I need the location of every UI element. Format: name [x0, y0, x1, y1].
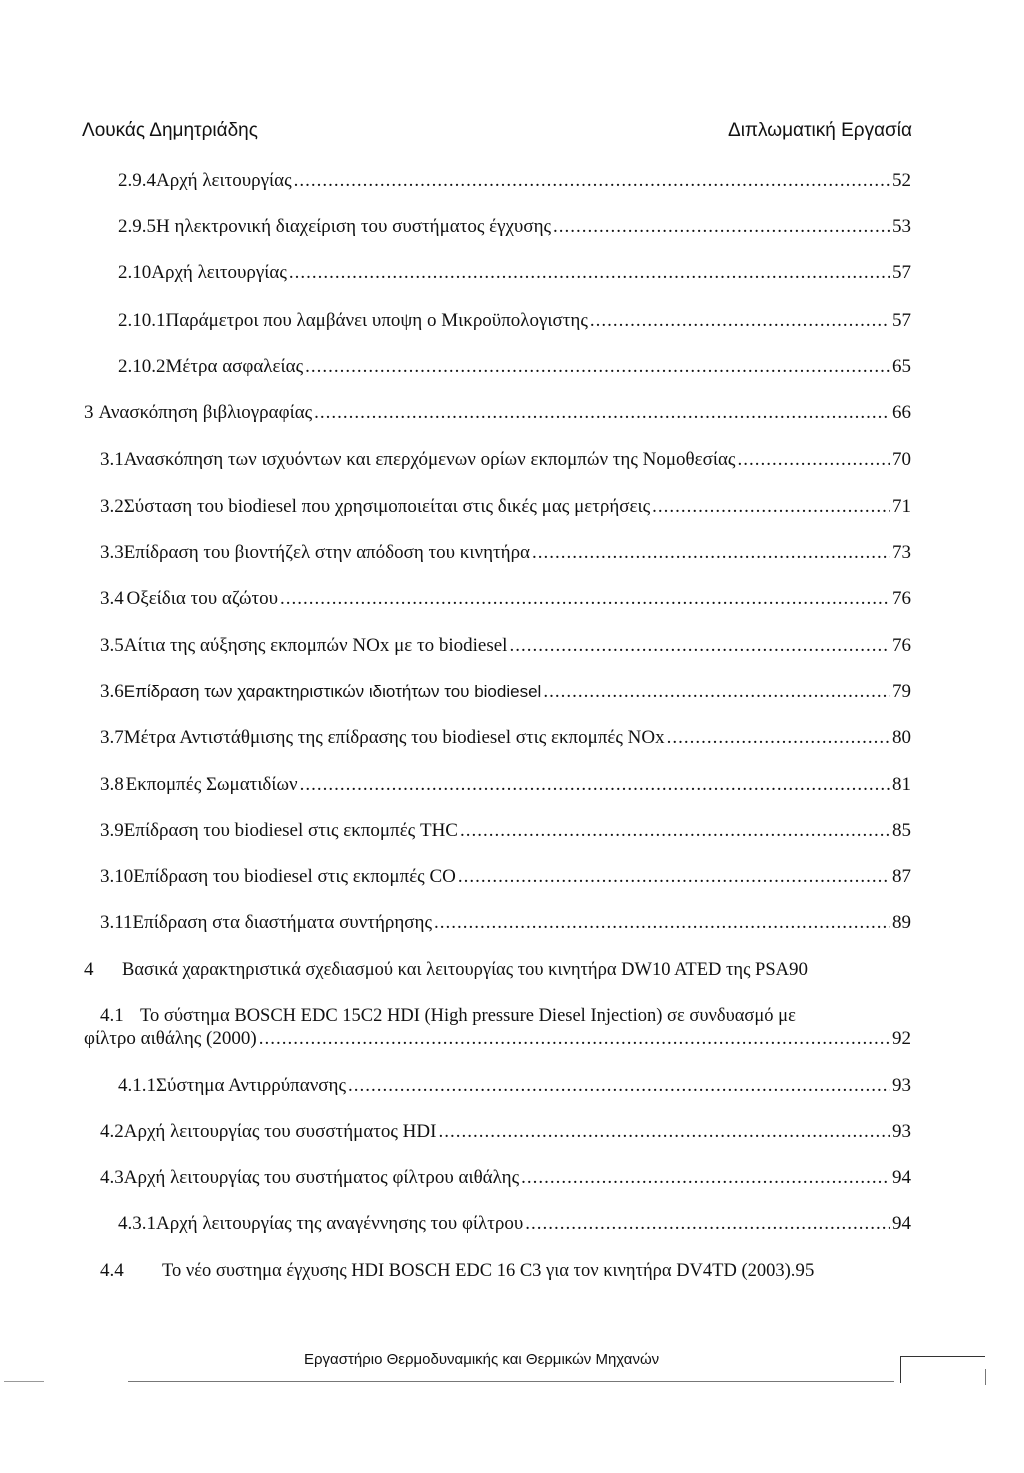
toc-leader-dots [434, 912, 890, 934]
toc-entry[interactable] [100, 542, 911, 568]
toc-entry-page: 76 [892, 635, 911, 656]
toc-entry-number: 3.10 [100, 866, 134, 887]
toc-entry-title: Σύστημα Αντιρρύπανσης [156, 1075, 346, 1096]
toc-entry-title: Ανασκόπηση των ισχυόντων και επερχόμενων ορίων εκπομπών της Νομοθεσίας [123, 449, 736, 470]
toc-entry-number: 4 [84, 959, 94, 980]
toc-entry-title: Αίτια της αύξησης εκπομπών NOx με το biodiesel [123, 635, 508, 656]
toc-entry-number: 3.11 [100, 912, 133, 933]
toc-entry-title: Το σύστημα BOSCH EDC 15C2 HDI (High pressure Diesel Injection) σε συνδυασμό με [140, 1006, 796, 1026]
toc-entry-page: 76 [892, 588, 911, 609]
toc-entry-number: 2.10 [118, 262, 152, 283]
toc-entry[interactable] [84, 402, 911, 428]
toc-entry[interactable] [118, 216, 911, 242]
toc-entry[interactable] [100, 912, 911, 938]
toc-entry-number: 3.8 [100, 774, 124, 795]
toc-entry[interactable] [100, 1260, 911, 1286]
toc-entry-number: 3.6 [100, 681, 124, 702]
toc-entry-title: Επίδραση των χαρακτηριστικών ιδιοτήτων του biodiesel [123, 682, 542, 701]
toc-entry[interactable] [100, 820, 911, 846]
toc-leader-dots [737, 449, 890, 471]
toc-entry[interactable] [118, 310, 911, 336]
toc-entry-page: 94 [892, 1167, 911, 1188]
toc-entry-title: Αρχή λειτουργίας της αναγέννησης του φίλτρου [156, 1213, 524, 1234]
toc-leader-dots [348, 1075, 890, 1097]
toc-entry-title: Μέτρα ασφαλείας [165, 356, 304, 377]
toc-entry-title: Αρχή λειτουργίας του συσστήματος HDI [123, 1121, 437, 1142]
toc-entry-page: 65 [892, 356, 911, 377]
toc-entry[interactable] [100, 681, 911, 707]
toc-entry-page: 52 [892, 170, 911, 191]
toc-entry-number: 3.7 [100, 727, 124, 748]
toc-entry-page: 93 [892, 1075, 911, 1096]
toc-leader-dots [289, 262, 890, 284]
toc-leader-dots [458, 866, 890, 888]
toc-entry-number: 4.2 [100, 1121, 124, 1142]
toc-entry-title: Αρχή λειτουργίας του συστήματος φίλτρου αιθάλης [123, 1167, 520, 1188]
toc-entry-title: Σύσταση του biodiesel που χρησιμοποιείται στις δικές μας μετρήσεις [123, 496, 651, 517]
toc-entry-title: Επίδραση του βιοντήζελ στην απόδοση του κινητήρα [123, 542, 531, 563]
toc-entry-page: 66 [892, 402, 911, 423]
toc-entry[interactable] [100, 774, 911, 800]
toc-entry-number: 3.1 [100, 449, 124, 470]
toc-entry-title: Μέτρα Αντιστάθμισης της επίδρασης του biodiesel στις εκπομπές NOx [123, 727, 665, 748]
toc-leader-dots [521, 1167, 890, 1189]
toc-leader-dots [652, 496, 890, 518]
toc-leader-dots [553, 216, 890, 238]
footer-rule [128, 1381, 894, 1382]
toc-entry-number: 4.1.1 [118, 1075, 156, 1096]
toc-entry[interactable] [100, 866, 911, 892]
toc-entry-title: Βασικά χαρακτηριστικά σχεδιασμού και λειτουργίας του κινητήρα DW10 ATED της PSA [122, 960, 789, 980]
toc-leader-dots [532, 542, 890, 564]
toc-entry[interactable] [118, 356, 911, 382]
toc-entry-number: 3 [84, 402, 94, 423]
toc-entry-title: Παράμετροι που λαμβάνει υποψη ο Μικροϋπολογιστης [165, 310, 588, 331]
toc-entry-page: 71 [892, 496, 911, 517]
toc-entry-title: Ανασκόπηση βιβλιογραφίας [98, 402, 313, 423]
toc-entry[interactable] [118, 170, 911, 196]
toc-entry-page: 93 [892, 1121, 911, 1142]
toc-entry-number: 4.4 [100, 1260, 124, 1281]
footer-rule-left [4, 1381, 44, 1382]
toc-leader-dots [314, 402, 890, 424]
toc-entry-page: 73 [892, 542, 911, 563]
toc-entry-title: Επίδραση στα διαστήματα συντήρησης [132, 912, 433, 933]
footer-page-box [900, 1356, 985, 1383]
toc-leader-dots [509, 635, 890, 657]
toc-entry-number: 2.10.1 [118, 310, 166, 331]
toc-entry[interactable] [84, 959, 911, 985]
header-doc-type: Διπλωματική Εργασία [728, 120, 912, 141]
footer-rule-tick [985, 1369, 986, 1385]
toc-entry-title: Το νέο συστημα έγχυσης HDI BOSCH EDC 16 C3 για τον κινητήρα DV4TD (2003). [162, 1261, 796, 1281]
toc-entry[interactable] [118, 1075, 911, 1101]
toc-entry-page: 53 [892, 216, 911, 237]
toc-leader-dots [305, 356, 890, 378]
toc-entry[interactable] [100, 1121, 911, 1147]
toc-entry-page: 57 [892, 262, 911, 283]
toc-entry-page: 90 [788, 959, 808, 980]
toc-entry-page: 92 [892, 1028, 911, 1049]
toc-entry-number: 2.10.2 [118, 356, 166, 377]
toc-leader-dots [543, 681, 890, 703]
toc-entry-number: 4.3 [100, 1167, 124, 1188]
toc-entry-number: 4.3.1 [118, 1213, 156, 1234]
toc-entry-number: 3.5 [100, 635, 124, 656]
toc-entry-page: 87 [892, 866, 911, 887]
toc-entry-title: Οξείδια του αζώτου [126, 588, 279, 609]
toc-entry-title: Αρχή λειτουργίας [156, 170, 292, 191]
toc-entry-page: 79 [892, 681, 911, 702]
footer-lab-name: Εργαστήριο Θερμοδυναμικής και Θερμικών Μηχανών [304, 1351, 660, 1368]
toc-leader-dots [300, 774, 890, 796]
toc-entry-title: Αρχή λειτουργίας [151, 262, 287, 283]
toc-entry[interactable] [100, 727, 911, 753]
toc-entry-page: 81 [892, 774, 911, 795]
toc-entry-page: 94 [892, 1213, 911, 1234]
toc-entry[interactable] [100, 588, 911, 614]
toc-entry[interactable] [118, 262, 911, 288]
toc-entry-number: 3.9 [100, 820, 124, 841]
toc-entry-number: 2.9.4 [118, 170, 156, 191]
toc-leader-dots [460, 820, 890, 842]
toc-leader-dots [259, 1028, 890, 1050]
toc-leader-dots [590, 310, 890, 332]
toc-leader-dots [438, 1121, 890, 1143]
toc-entry-page: 95 [795, 1260, 815, 1281]
toc-entry[interactable] [100, 449, 911, 475]
toc-entry-title: Επίδραση του biodiesel στις εκπομπές THC [123, 820, 458, 841]
header-author: Λουκάς Δημητριάδης [82, 120, 258, 141]
toc-entry[interactable] [100, 1167, 911, 1193]
toc-entry[interactable] [100, 496, 911, 522]
toc-leader-dots [294, 170, 890, 192]
toc-entry-page: 70 [892, 449, 911, 470]
toc-entry-number: 3.3 [100, 542, 124, 563]
toc-entry-number: 4.1 [100, 1005, 124, 1026]
toc-entry-number: 2.9.5 [118, 216, 156, 237]
toc-entry-page: 80 [892, 727, 911, 748]
toc-entry-page: 89 [892, 912, 911, 933]
toc-entry-line2[interactable] [84, 1028, 911, 1054]
toc-entry[interactable] [100, 635, 911, 661]
toc-leader-dots [667, 727, 890, 749]
toc-entry-number: 3.4 [100, 588, 124, 609]
toc-entry-title-continued: φίλτρο αιθάλης (2000) [84, 1028, 257, 1049]
toc-leader-dots [525, 1213, 890, 1235]
toc-entry-page: 57 [892, 310, 911, 331]
toc-entry-title: Η ηλεκτρονική διαχείριση του συστήματος έγχυσης [156, 216, 552, 237]
toc-entry[interactable] [118, 1213, 911, 1239]
toc-entry-title: Επίδραση του biodiesel στις εκπομπές CO [133, 866, 456, 887]
toc-entry-page: 85 [892, 820, 911, 841]
toc-leader-dots [280, 588, 890, 610]
toc-entry-number: 3.2 [100, 496, 124, 517]
toc-entry-title: Εκπομπές Σωματιδίων [125, 774, 298, 795]
